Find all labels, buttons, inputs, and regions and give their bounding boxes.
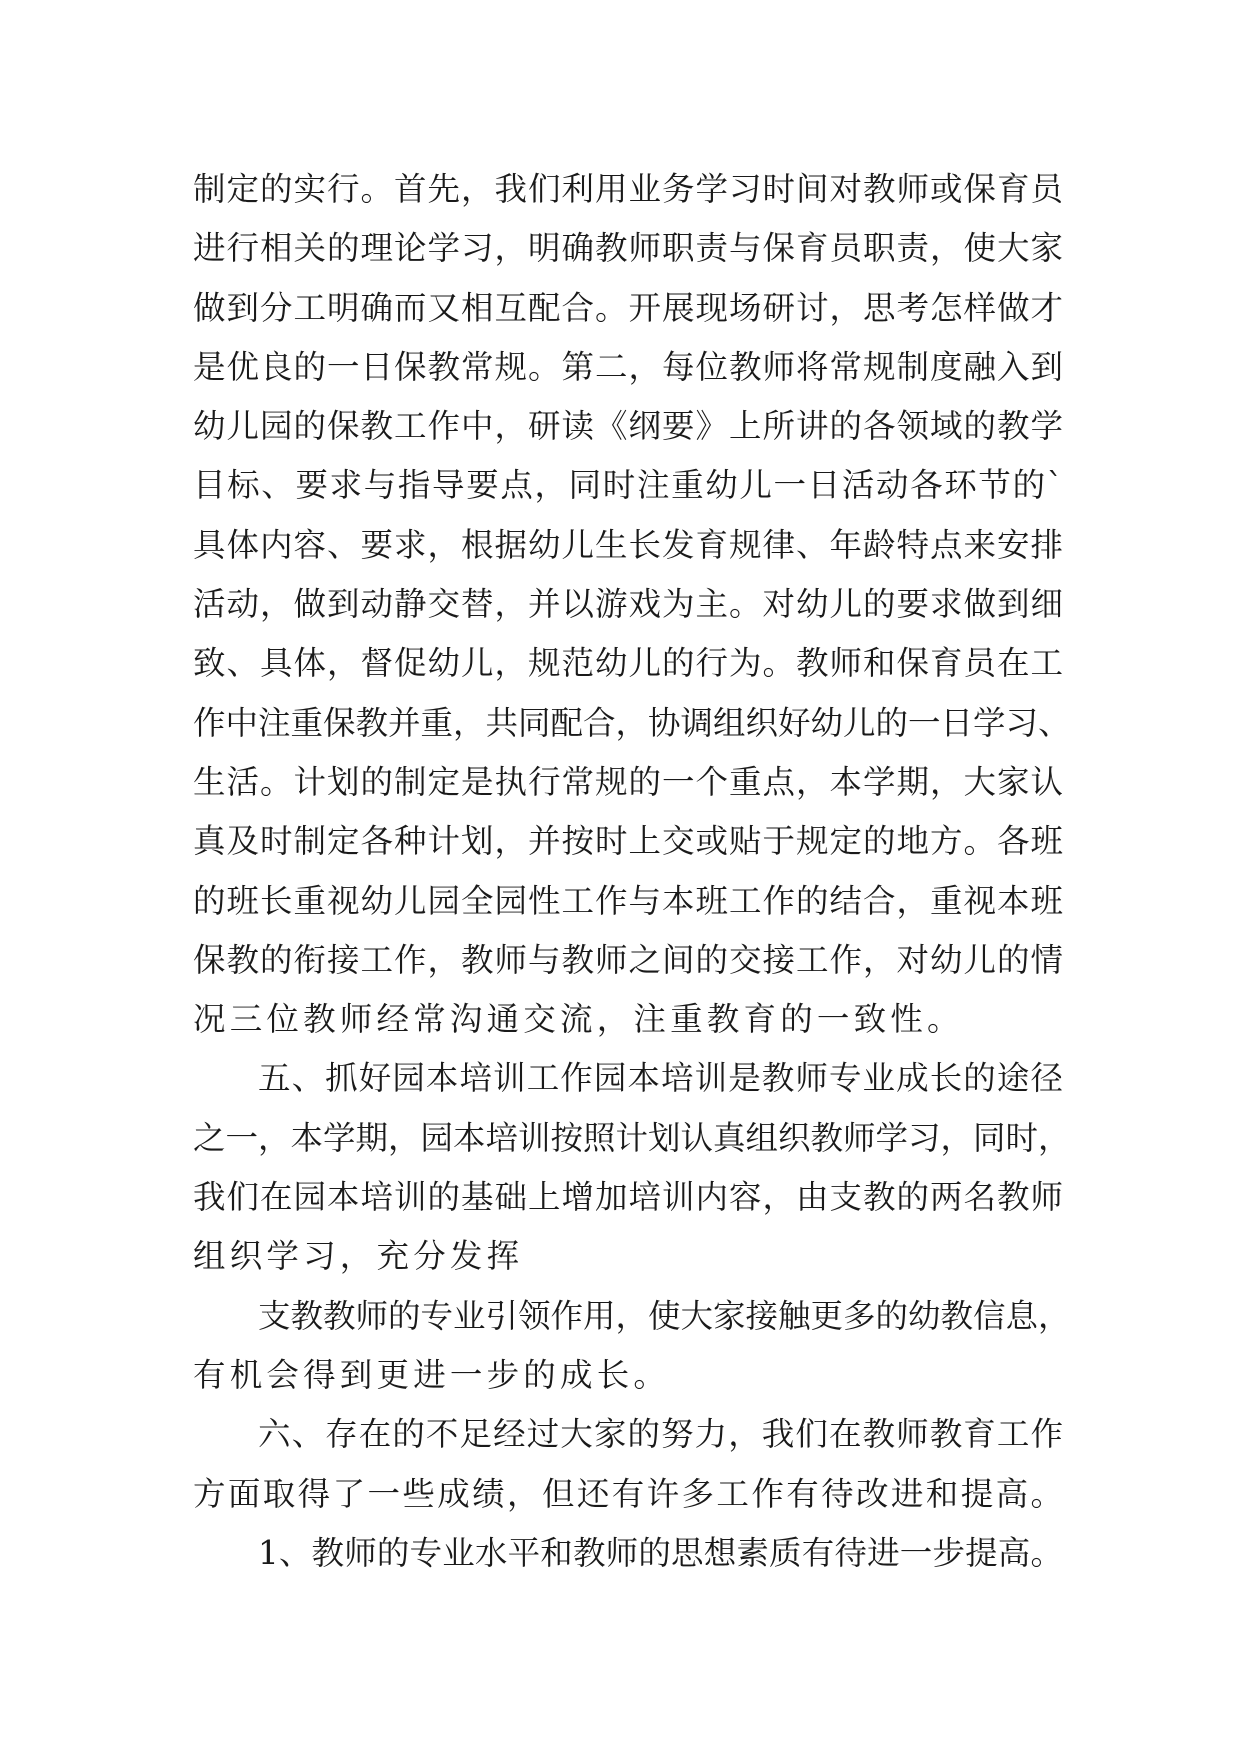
text-line: 之一，本学期，园本培训按照计划认真组织教师学习，同时， [193, 1118, 1071, 1157]
list-item-line: 1、教师的专业水平和教师的思想素质有待进一步提高。 [258, 1533, 1063, 1572]
text-line: 保教的衔接工作，教师与教师之间的交接工作，对幼儿的情 [193, 940, 1063, 979]
text-line: 组织学习，充分发挥 [193, 1237, 524, 1276]
text-line: 活动，做到动静交替，并以游戏为主。对幼儿的要求做到细 [193, 585, 1063, 624]
text-line: 具体内容、要求，根据幼儿生长发育规律、年龄特点来安排 [193, 525, 1063, 564]
text-line: 做到分工明确而又相互配合。开展现场研讨，思考怎样做才 [193, 288, 1063, 327]
text-line: 目标、要求与指导要点，同时注重幼儿一日活动各环节的` [193, 466, 1063, 505]
text-line: 况三位教师经常沟通交流，注重教育的一致性。 [193, 1000, 964, 1039]
text-line: 制定的实行。首先，我们利用业务学习时间对教师或保育员 [193, 170, 1063, 208]
text-line: 是优良的一日保教常规。第二，每位教师将常规制度融入到 [193, 347, 1063, 386]
paragraph-first-line: 支教教师的专业引领作用，使大家接触更多的幼教信息， [258, 1296, 1071, 1335]
paragraph-heading-line: 五、抓好园本培训工作园本培训是教师专业成长的途径 [258, 1059, 1063, 1098]
text-line: 生活。计划的制定是执行常规的一个重点，本学期，大家认 [193, 762, 1063, 801]
text-line: 作中注重保教并重，共同配合，协调组织好幼儿的一日学习、 [193, 703, 1071, 742]
text-line: 我们在园本培训的基础上增加培训内容，由支教的两名教师 [193, 1178, 1063, 1217]
text-line: 致、具体，督促幼儿，规范幼儿的行为。教师和保育员在工 [193, 644, 1063, 683]
text-line: 有机会得到更进一步的成长。 [193, 1355, 671, 1394]
text-line: 的班长重视幼儿园全园性工作与本班工作的结合，重视本班 [193, 881, 1063, 920]
document-body [193, 160, 1071, 1583]
text-line: 方面取得了一些成绩，但还有许多工作有待改进和提高。 [193, 1474, 1063, 1513]
text-line: 幼儿园的保教工作中，研读《纲要》上所讲的各领域的教学 [193, 407, 1063, 446]
text-line: 进行相关的理论学习，明确教师职责与保育员职责，使大家 [193, 229, 1063, 268]
paragraph-heading-line: 六、存在的不足经过大家的努力，我们在教师教育工作 [258, 1415, 1063, 1454]
text-line: 真及时制定各种计划，并按时上交或贴于规定的地方。各班 [193, 822, 1063, 861]
